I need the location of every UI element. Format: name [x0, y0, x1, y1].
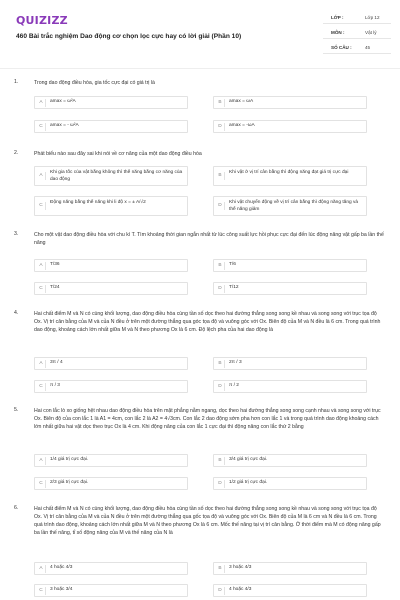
option-b[interactable]: [213, 166, 367, 186]
option-text: amax = ω²A: [50, 99, 76, 104]
question-number: 3.: [14, 231, 19, 237]
option-letter: A: [37, 565, 46, 573]
question-number: 5.: [14, 407, 19, 413]
option-letter: D: [216, 285, 225, 293]
option-a[interactable]: [34, 166, 188, 186]
option-text: Khi vật ở vị trí cân bằng thì động năng đạt giá trị cực đại: [229, 170, 349, 175]
meta-value: 45: [365, 45, 371, 50]
meta-divider: [323, 38, 391, 39]
option-b[interactable]: [213, 259, 367, 272]
quizizz-logo: QUIZIZZ: [16, 14, 68, 27]
option-a[interactable]: [34, 454, 188, 467]
option-text: amax = - ω²A: [50, 123, 79, 128]
option-text: T/12: [229, 285, 239, 290]
option-c[interactable]: [34, 282, 188, 295]
option-d[interactable]: [213, 477, 367, 490]
option-a[interactable]: [34, 96, 188, 109]
option-c[interactable]: [34, 584, 188, 597]
option-letter: C: [37, 123, 46, 131]
question-text: Cho một vật dao động điều hòa với chu kì T. Tìm khoảng thời gian ngắn nhất từ lúc công suất lực hồi phục cực đại đến lúc động năng vật gấp ba lần thế năng: [34, 232, 384, 246]
option-b[interactable]: [213, 96, 367, 109]
option-text: amax = ωA: [229, 99, 254, 104]
option-letter: D: [216, 480, 225, 488]
option-letter: B: [216, 360, 225, 368]
option-text: 2/3 giá trị cực đại.: [50, 480, 89, 485]
option-letter: D: [216, 587, 225, 595]
option-text: amax = -ωA: [229, 123, 255, 128]
option-letter: D: [216, 383, 225, 391]
option-text: 1/2 giá trị cực đại.: [229, 480, 268, 485]
option-b[interactable]: [213, 562, 367, 575]
option-b[interactable]: [213, 357, 367, 370]
option-letter: B: [216, 172, 225, 180]
option-text: 3 hoặc 4/3: [229, 565, 252, 570]
option-c[interactable]: [34, 196, 188, 216]
option-d[interactable]: [213, 120, 367, 133]
option-text: Khi gia tốc của vật bằng không thì thế năng bằng cơ năng của dao động: [50, 170, 183, 182]
option-d[interactable]: [213, 584, 367, 597]
option-letter: C: [37, 383, 46, 391]
option-letter: B: [216, 262, 225, 270]
option-d[interactable]: [213, 282, 367, 295]
meta-key: MÔN :: [331, 30, 345, 35]
option-text: 3/4 giá trị cực đại.: [229, 457, 268, 462]
question-text: Hai con lắc lò xo giống hệt nhau dao động điều hòa trên mặt phẳng nằm ngang, dọc theo hai đường thẳng song song cạnh nhau và song song với trục Ox. Biên độ của con lắc 1 là A1 = 4cm, con lắc 2 là A2 = 4√3cm. Con lắc 2 dao động sớm pha hơn con lắc 1 và trong quá trình dao động khoảng cách lớn nhất giữa hai vật dọc theo trục Ox là 4 cm. Khi động năng của con lắc 1 cực đại thì động năng con lắc thứ 2 bằng: [34, 408, 381, 430]
header-divider: [0, 68, 400, 69]
option-letter: C: [37, 480, 46, 488]
option-letter: A: [37, 99, 46, 107]
meta-row-class: [323, 14, 391, 24]
question-text: Trong dao động điều hòa, gia tốc cực đại có giá trị là: [34, 80, 155, 86]
question-text: Hai chất điểm M và N có cùng khối lượng, dao động điều hòa cùng tần số dọc theo hai đường thẳng song song kề nhau và song song với trục tọa độ Ox. Vị trí cân bằng của M và của N đều ở trên một đường thẳng qua gốc tọa độ và vuông góc với Ox. Biên độ của M là 6 cm và N đều là 6 cm. Trong quá trình dao động, khoảng cách lớn nhất giữa M và N theo phương Ox là 6 cm. Mốc thế năng tại vị trí cân bằng. Ở thời điểm mà M có động năng gấp ba lần thế năng, tỉ số động năng của M và thế năng của N là: [34, 506, 381, 536]
option-c[interactable]: [34, 477, 188, 490]
option-a[interactable]: [34, 357, 188, 370]
option-letter: A: [37, 360, 46, 368]
option-text: 1/4 giá trị cực đại.: [50, 457, 89, 462]
option-letter: B: [216, 565, 225, 573]
option-letter: C: [37, 587, 46, 595]
meta-divider: [323, 23, 391, 24]
document-title: 460 Bài trắc nghiệm Dao động cơ chọn lọc cực hay có lời giải (Phần 10): [16, 33, 242, 40]
option-letter: C: [37, 285, 46, 293]
question-number: 6.: [14, 505, 19, 511]
option-letter: B: [216, 99, 225, 107]
option-letter: A: [37, 172, 46, 180]
meta-value: Lớp 12: [365, 15, 380, 20]
option-text: T/24: [50, 285, 60, 290]
option-text: Khi vật chuyển động về vị trí cân bằng thì động năng tăng và thế năng giảm: [229, 200, 359, 212]
option-letter: C: [37, 202, 46, 210]
meta-divider: [323, 53, 391, 54]
option-c[interactable]: [34, 120, 188, 133]
question-number: 1.: [14, 79, 19, 85]
question-text: Phát biểu nào sau đây sai khi nói về cơ năng của một dao động điều hòa: [34, 151, 202, 157]
question-text: Hai chất điểm M và N có cùng khối lượng, dao động điều hòa cùng tần số dọc theo hai đường thẳng song song kề nhau và song song với trục tọa độ Ox. Vị trí cân bằng của M và của N đều ở trên một đường thẳng qua góc tọa độ và vuông góc với Ox. Biên độ của M và N đều là 6 cm. Trong quá trình dao động, khoảng cách lớn nhất giữa M và N theo phương Ox là 6 cm. Độ lệch pha của hai dao động là: [34, 311, 381, 333]
option-letter: D: [216, 123, 225, 131]
option-text: T/36: [50, 262, 60, 267]
option-letter: A: [37, 457, 46, 465]
option-a[interactable]: [34, 259, 188, 272]
option-text: 2π / 3: [229, 360, 242, 365]
option-text: T/6: [229, 262, 236, 267]
option-b[interactable]: [213, 454, 367, 467]
meta-row-count: [323, 44, 391, 54]
option-text: 3 hoặc 3/4: [50, 587, 73, 592]
option-a[interactable]: [34, 562, 188, 575]
meta-row-subject: [323, 29, 391, 39]
document-header: [0, 0, 400, 62]
option-text: 4 hoặc 4/3: [50, 565, 73, 570]
option-letter: B: [216, 457, 225, 465]
question-number: 2.: [14, 150, 19, 156]
option-text: 3π / 4: [50, 360, 63, 365]
option-letter: A: [37, 262, 46, 270]
option-c[interactable]: [34, 380, 188, 393]
option-d[interactable]: [213, 196, 367, 216]
option-text: Động năng bằng thế năng khi li độ x = ± A/√2: [50, 200, 146, 205]
option-d[interactable]: [213, 380, 367, 393]
meta-key: LỚP :: [331, 15, 344, 20]
option-text: π / 3: [50, 383, 60, 388]
question-number: 4.: [14, 310, 19, 316]
meta-value: Vật lý: [365, 30, 377, 35]
option-text: 4 hoặc 4/3: [229, 587, 252, 592]
option-letter: D: [216, 202, 225, 210]
option-text: π / 2: [229, 383, 239, 388]
meta-key: SỐ CÂU :: [331, 45, 352, 50]
